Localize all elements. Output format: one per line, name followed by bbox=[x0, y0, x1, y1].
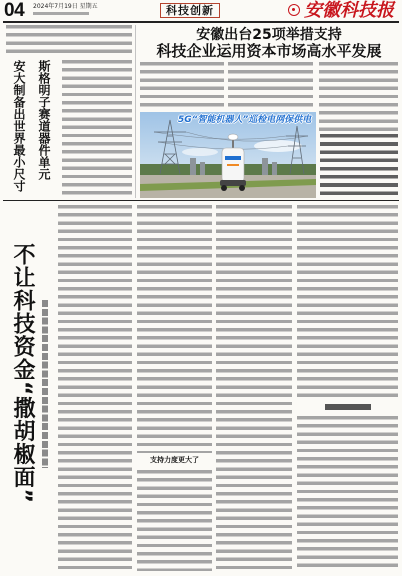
article-skyrmion-body bbox=[6, 25, 132, 58]
article-funding-subtitle bbox=[42, 300, 48, 468]
article-funding-body bbox=[297, 205, 398, 401]
section-title: 科技创新 bbox=[160, 3, 220, 18]
article-funding-body bbox=[216, 205, 292, 571]
article-funding-subhead: 支持力度更大了 bbox=[150, 456, 199, 464]
masthead-logo: 安徽科技报 bbox=[304, 0, 394, 21]
article-capital-body bbox=[319, 62, 398, 131]
section-rule bbox=[3, 200, 399, 201]
article-capital-headline-line2: 科技企业运用资本市场高水平发展 bbox=[156, 42, 382, 60]
page-number: 04 bbox=[4, 0, 25, 21]
photo-caption bbox=[320, 134, 398, 197]
article-skyrmion-headline bbox=[6, 60, 56, 198]
headline-line: 不让科技资金“撒胡椒面” bbox=[10, 243, 35, 504]
article-capital-headline-line1: 安徽出台25项举措支持 bbox=[196, 27, 342, 43]
article-funding-body bbox=[137, 470, 212, 571]
column-divider bbox=[135, 25, 136, 198]
newspaper-emblem-icon bbox=[288, 4, 300, 16]
editor-line bbox=[33, 12, 89, 15]
photo-banner-title: 5G“智能机器人”巡检电网保供电 bbox=[178, 115, 312, 125]
photo-cloud bbox=[182, 148, 218, 156]
article-funding-subhead bbox=[325, 404, 371, 410]
article-funding-body bbox=[58, 205, 132, 571]
issue-date: 2024年7月19日 星期五 bbox=[33, 3, 98, 10]
article-funding-body bbox=[137, 205, 212, 453]
headline-line: 安大制备出世界最小尺寸 bbox=[12, 60, 26, 192]
article-funding-body bbox=[297, 416, 398, 571]
headline-line: 斯格明子赛道器件单元 bbox=[37, 60, 51, 180]
article-funding-headline bbox=[8, 243, 36, 528]
article-skyrmion-body bbox=[62, 60, 132, 197]
robot-photo bbox=[140, 112, 316, 198]
header-rule bbox=[3, 21, 399, 23]
article-capital-body bbox=[228, 62, 313, 110]
article-capital-body bbox=[140, 62, 224, 110]
